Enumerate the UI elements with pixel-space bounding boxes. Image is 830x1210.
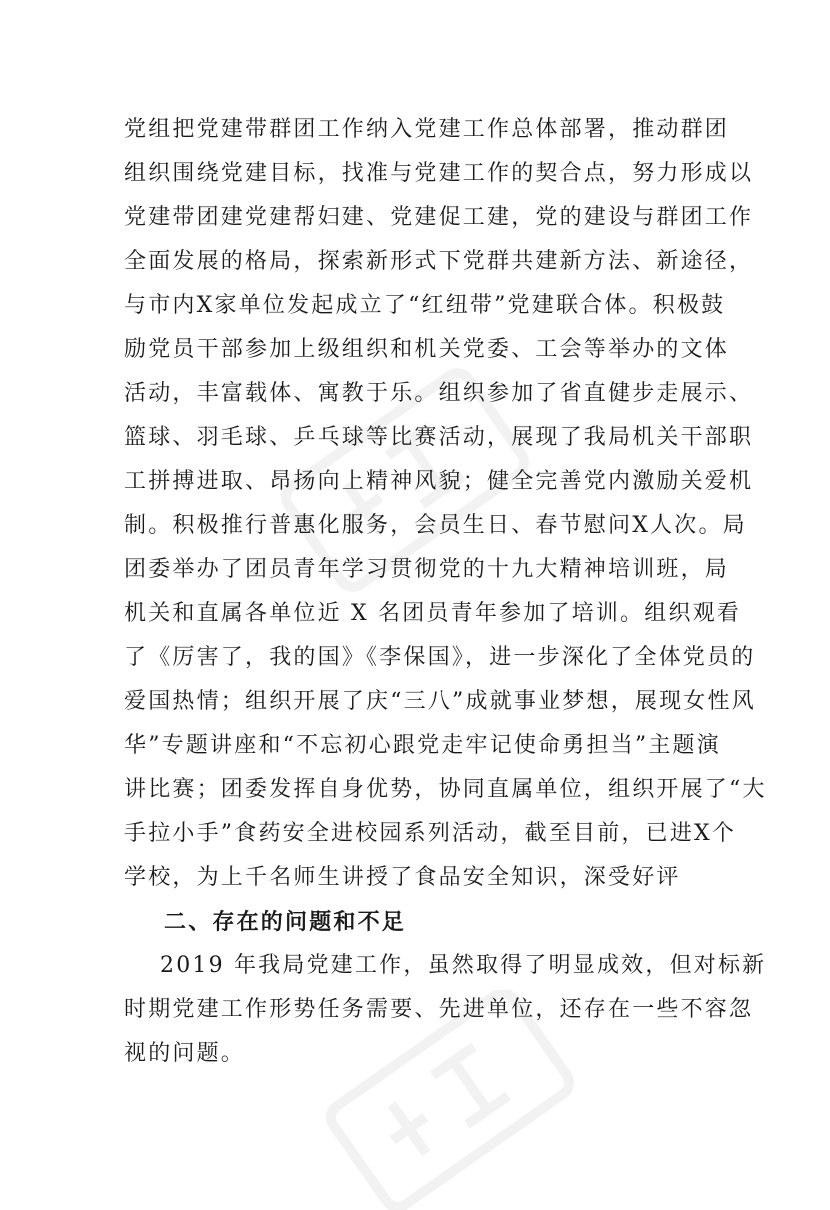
text-line: 励党员干部参加上级组织和机关党委、工会等举办的文体 <box>124 337 730 362</box>
text-line: 机关和直属各单位近 X 名团员青年参加了培训。组织观看 <box>124 601 742 626</box>
paragraph-achievements <box>124 108 767 900</box>
text-line: 组织围绕党建目标，找准与党建工作的契合点，努力形成以 <box>124 161 754 186</box>
text-line: 视的问题。 <box>124 1041 246 1066</box>
text-line: 2019 年我局党建工作，虽然取得了明显成效，但对标新 <box>160 953 767 978</box>
text-line: 活动，丰富载体、寓教于乐。组织参加了省直健步走展示、 <box>124 381 754 406</box>
text-line: 工拼搏进取、昂扬向上精神风貌；健全完善党内激励关爱机 <box>124 469 754 494</box>
paragraph-problems <box>124 944 767 1076</box>
text-line: 时期党建工作形势任务需要、先进单位，还存在一些不容忽 <box>124 997 754 1022</box>
text-line: 全面发展的格局，探索新形式下党群共建新方法、新途径， <box>124 249 754 274</box>
text-line: 党建带团建党建帮妇建、党建促工建，党的建设与群团工作 <box>124 205 754 230</box>
text-line: 学校，为上千名师生讲授了食品安全知识，深受好评 <box>124 865 681 890</box>
text-line: 与市内X家单位发起成立了“红纽带”党建联合体。积极鼓 <box>124 293 726 318</box>
text-line: 党组把党建带群团工作纳入党建工作总体部署，推动群团 <box>124 117 730 142</box>
text-line: 团委举办了团员青年学习贯彻党的十九大精神培训班，局 <box>124 557 730 582</box>
text-line: 讲比赛；团委发挥自身优势，协同直属单位，组织开展了“大 <box>124 777 767 802</box>
text-line: 制。积极推行普惠化服务，会员生日、春节慰问X人次。局 <box>124 513 747 538</box>
text-line: 了《厉害了，我的国》《李保国》，进一步深化了全体党员的 <box>124 645 756 670</box>
text-line: 篮球、羽毛球、乒乓球等比赛活动，展现了我局机关干部职 <box>124 425 754 450</box>
document-body <box>124 108 767 1076</box>
section-heading-problems: 二、存在的问题和不足 <box>164 909 407 935</box>
text-line: 手拉小手”食药安全进校园系列活动，截至目前，已进X个 <box>124 821 737 846</box>
text-line: 爱国热情；组织开展了庆“三八”成就事业梦想，展现女性风 <box>124 689 756 714</box>
text-line: 华”专题讲座和“不忘初心跟党走牢记使命勇担当”主题演 <box>124 733 721 758</box>
